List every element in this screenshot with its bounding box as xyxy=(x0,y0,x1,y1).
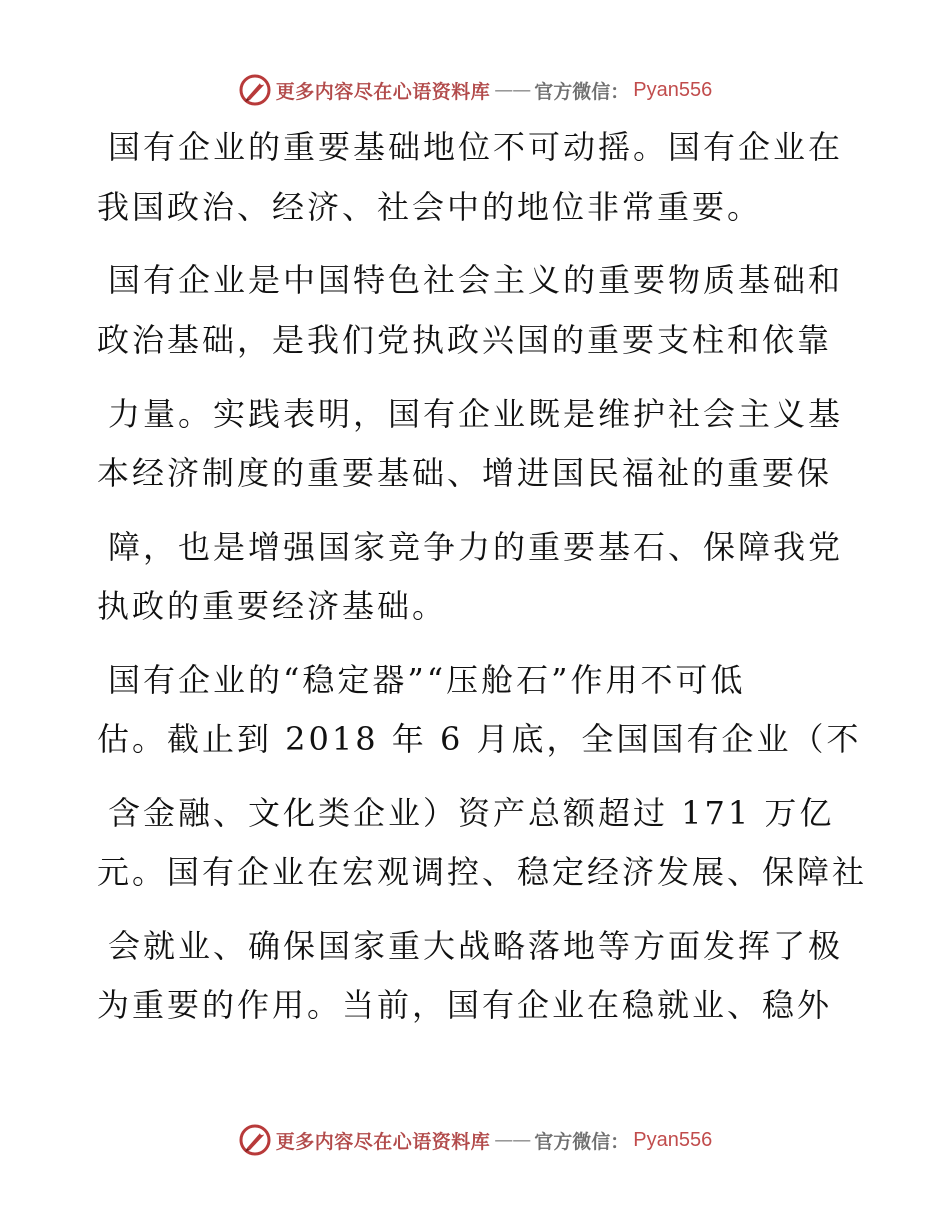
header-watermark-banner xyxy=(0,70,950,110)
body-line: 障，也是增强国家竞争力的重要基石、保障我党 xyxy=(108,528,844,566)
site-name: 更多内容尽在心语资料库 xyxy=(275,1130,491,1153)
pen-logo-icon xyxy=(238,1123,272,1157)
body-line: 元。国有企业在宏观调控、稳定经济发展、保障社 xyxy=(97,853,868,891)
contact-label: 官方微信： xyxy=(534,1130,630,1153)
banner-separator: —— xyxy=(494,1129,531,1151)
banner-separator: —— xyxy=(494,79,531,101)
contact-id: Pyan556 xyxy=(633,78,713,101)
body-line: 估。截止到 2018 年 6 月底，全国国有企业（不 xyxy=(97,720,862,758)
body-line: 我国政治、经济、社会中的地位非常重要。 xyxy=(97,188,763,226)
body-line: 政治基础，是我们党执政兴国的重要支柱和依靠 xyxy=(97,321,833,359)
footer-watermark-banner xyxy=(0,1120,950,1160)
body-line: 国有企业的重要基础地位不可动摇。国有企业在 xyxy=(108,128,844,166)
body-line: 会就业、确保国家重大战略落地等方面发挥了极 xyxy=(108,927,844,965)
body-line: 含金融、文化类企业）资产总额超过 171 万亿 xyxy=(108,794,835,832)
contact-label: 官方微信： xyxy=(534,80,630,103)
site-name: 更多内容尽在心语资料库 xyxy=(275,80,491,103)
pen-logo-icon xyxy=(238,73,272,107)
body-line: 执政的重要经济基础。 xyxy=(97,587,448,625)
body-line: 本经济制度的重要基础、增进国民福祉的重要保 xyxy=(97,454,833,492)
body-line: 国有企业是中国特色社会主义的重要物质基础和 xyxy=(108,261,844,299)
body-line: 力量。实践表明，国有企业既是维护社会主义基 xyxy=(108,395,844,433)
contact-id: Pyan556 xyxy=(633,1128,713,1151)
body-line: 为重要的作用。当前，国有企业在稳就业、稳外 xyxy=(97,986,833,1024)
body-line: 国有企业的“稳定器”“压舱石”作用不可低 xyxy=(108,661,746,699)
